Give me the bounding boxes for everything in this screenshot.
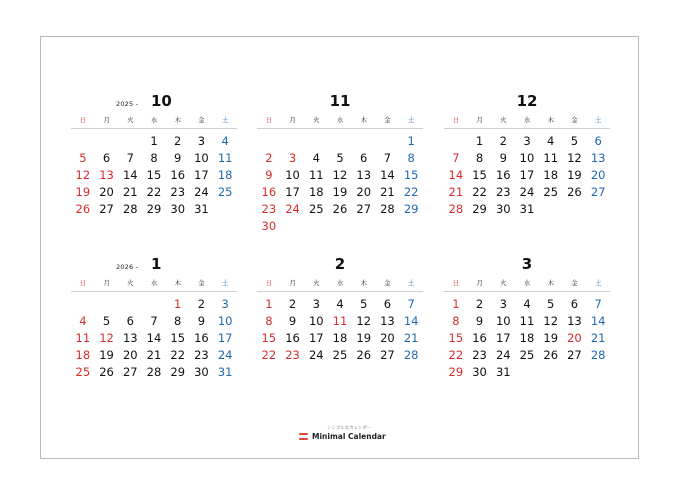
day-cell: 8 [174,314,182,328]
day-cell: 3 [288,151,297,165]
day-cell: 5 [547,297,555,311]
day-cell: 20 [380,331,395,345]
empty-cell [95,296,119,313]
day-cell: 22 [403,185,419,199]
weekday-header [257,278,423,292]
day-cell: 24 [308,348,324,362]
month-number: 11 [329,92,351,110]
day-cell: 30 [261,219,277,233]
day-cell: 5 [570,134,579,148]
day-cell: 26 [99,365,114,379]
weekday-label: 土 [407,279,415,287]
day-cell: 30 [194,365,209,379]
weekday-label: 木 [174,279,181,287]
day-grid [257,133,423,235]
day-cell: 25 [75,365,91,379]
day-cell: 4 [312,151,320,165]
day-cell: 29 [403,202,419,216]
day-cell: 6 [360,151,368,165]
day-cell: 16 [285,331,300,345]
day-cell: 4 [221,134,229,148]
empty-cell [71,296,95,313]
day-cell: 7 [126,151,134,165]
day-cell: 28 [122,202,138,216]
day-cell: 24 [217,348,233,362]
month-header [444,255,610,277]
day-cell: 30 [472,365,487,379]
day-cell: 2 [174,134,182,148]
day-cell: 19 [543,331,559,345]
day-cell: 31 [519,202,535,216]
day-cell: 26 [75,202,91,216]
day-cell: 28 [380,202,395,216]
weekday-label: 月 [476,116,483,124]
empty-cell [142,296,166,313]
weekday-label: 月 [289,279,296,287]
month-header [257,92,423,114]
day-cell: 27 [99,202,114,216]
month-block [257,92,423,235]
day-cell: 26 [567,185,582,199]
day-cell: 8 [265,314,273,328]
day-cell: 21 [590,331,606,345]
day-cell: 18 [75,348,91,362]
day-cell: 28 [590,348,606,362]
day-cell: 12 [75,168,91,182]
day-cell: 3 [499,297,507,311]
day-cell: 22 [261,348,277,362]
day-cell: 2 [288,297,297,311]
day-cell: 25 [543,185,559,199]
day-cell: 27 [122,365,138,379]
day-cell: 9 [475,314,484,328]
calendar-page [40,36,639,459]
weekday-label: 月 [103,279,110,287]
month-number: 1 [151,255,162,273]
day-cell: 13 [99,168,114,182]
day-cell: 12 [332,168,348,182]
empty-cell [281,133,305,150]
day-cell: 15 [448,331,464,345]
day-cell: 13 [567,314,582,328]
brand-logo [299,432,386,441]
day-cell: 16 [472,331,487,345]
weekday-label: 土 [407,116,415,124]
day-cell: 2 [265,151,273,165]
weekday-label: 日 [452,279,460,287]
day-cell: 11 [332,314,348,328]
weekday-label: 月 [476,279,483,287]
day-cell: 12 [356,314,372,328]
day-cell: 21 [448,185,464,199]
day-cell: 17 [217,331,233,345]
day-cell: 31 [495,365,511,379]
day-cell: 7 [150,314,158,328]
weekday-label: 土 [221,279,229,287]
day-cell: 4 [336,297,344,311]
weekday-label: 土 [221,116,229,124]
weekday-label: 水 [150,116,158,124]
day-cell: 29 [472,202,487,216]
empty-cell [95,133,119,150]
month-block [257,255,423,364]
day-cell: 12 [543,314,559,328]
empty-cell [118,296,142,313]
day-cell: 26 [543,348,559,362]
day-cell: 24 [194,185,209,199]
day-cell: 16 [194,331,209,345]
weekday-label: 日 [79,116,87,124]
weekday-label: 火 [500,279,507,287]
weekday-label: 水 [523,116,531,124]
day-cell: 7 [383,151,392,165]
month-header [444,92,610,114]
day-cell: 27 [567,348,582,362]
weekday-label: 木 [174,116,181,124]
weekday-label: 日 [452,116,460,124]
day-cell: 25 [519,348,535,362]
weekday-label: 木 [547,279,554,287]
weekday-label: 金 [571,116,578,124]
weekday-header [257,115,423,129]
day-cell: 22 [146,185,162,199]
day-cell: 17 [194,168,209,182]
day-cell: 11 [75,331,91,345]
day-cell: 20 [356,185,372,199]
day-cell: 5 [360,297,368,311]
day-cell: 20 [99,185,114,199]
weekday-label: 火 [127,279,134,287]
day-cell: 12 [99,331,114,345]
day-cell: 4 [523,297,531,311]
day-cell: 21 [146,348,162,362]
day-cell: 9 [288,314,297,328]
day-grid [71,133,237,218]
weekday-label: 土 [594,279,602,287]
calendar-logo-icon [299,433,308,441]
weekday-label: 金 [198,279,205,287]
weekday-label: 水 [523,279,531,287]
day-cell: 11 [519,314,535,328]
day-cell: 10 [519,151,535,165]
day-cell: 14 [448,168,464,182]
day-cell: 22 [448,348,464,362]
day-cell: 29 [146,202,162,216]
day-cell: 11 [308,168,324,182]
day-cell: 8 [150,151,158,165]
day-cell: 28 [448,202,464,216]
day-cell: 19 [75,185,91,199]
day-cell: 6 [383,297,392,311]
weekday-label: 火 [500,116,507,124]
day-cell: 12 [567,151,582,165]
year-label: 2025 - [116,100,139,108]
day-cell: 11 [217,151,233,165]
month-block [71,92,237,218]
day-cell: 10 [217,314,233,328]
weekday-label: 土 [594,116,602,124]
month-number: 3 [521,255,533,273]
day-cell: 23 [285,348,300,362]
day-grid [444,133,610,218]
day-cell: 15 [261,331,277,345]
weekday-label: 日 [265,279,273,287]
month-number: 12 [516,92,538,110]
day-cell: 17 [519,168,535,182]
day-cell: 1 [452,297,460,311]
empty-cell [257,133,281,150]
day-cell: 28 [403,348,419,362]
day-cell: 6 [594,134,602,148]
day-cell: 9 [265,168,273,182]
day-cell: 2 [499,134,507,148]
day-cell: 26 [332,202,348,216]
day-cell: 10 [285,168,300,182]
day-cell: 19 [332,185,348,199]
day-cell: 26 [356,348,372,362]
day-cell: 13 [380,314,395,328]
day-cell: 1 [150,134,158,148]
day-cell: 18 [332,331,348,345]
day-cell: 15 [146,168,162,182]
day-cell: 18 [217,168,233,182]
day-cell: 3 [197,134,206,148]
day-cell: 18 [543,168,559,182]
day-cell: 10 [495,314,511,328]
empty-cell [304,133,328,150]
day-cell: 24 [495,348,511,362]
day-cell: 9 [174,151,182,165]
day-cell: 15 [403,168,419,182]
day-cell: 31 [217,365,233,379]
weekday-label: 月 [289,116,296,124]
day-cell: 21 [380,185,395,199]
day-cell: 24 [519,185,535,199]
day-cell: 8 [475,151,484,165]
weekday-label: 金 [384,116,391,124]
weekday-header [444,115,610,129]
day-cell: 17 [308,331,324,345]
day-cell: 4 [547,134,555,148]
day-cell: 20 [567,331,582,345]
day-cell: 7 [594,297,602,311]
day-cell: 4 [79,314,87,328]
day-cell: 8 [452,314,460,328]
empty-cell [328,133,352,150]
day-cell: 16 [261,185,277,199]
day-cell: 25 [217,185,233,199]
empty-cell [71,133,95,150]
day-cell: 8 [407,151,415,165]
day-cell: 14 [590,314,606,328]
day-cell: 5 [102,314,111,328]
day-cell: 19 [567,168,582,182]
day-cell: 19 [356,331,372,345]
day-cell: 5 [336,151,344,165]
weekday-label: 水 [150,279,158,287]
day-cell: 18 [519,331,535,345]
day-cell: 30 [170,202,186,216]
month-number: 2 [334,255,346,273]
day-cell: 7 [407,297,415,311]
day-cell: 13 [590,151,606,165]
day-cell: 10 [194,151,209,165]
empty-cell [444,133,468,150]
day-cell: 27 [380,348,395,362]
day-cell: 2 [475,297,484,311]
day-cell: 3 [221,297,229,311]
month-block [444,255,610,381]
day-cell: 23 [261,202,277,216]
day-cell: 14 [146,331,162,345]
day-cell: 15 [472,168,487,182]
day-cell: 31 [194,202,209,216]
day-cell: 30 [495,202,511,216]
weekday-label: 木 [547,116,554,124]
weekday-header [71,278,237,292]
day-cell: 6 [126,314,134,328]
weekday-label: 水 [336,116,344,124]
weekday-label: 日 [79,279,87,287]
month-header [71,255,237,277]
weekday-header [71,115,237,129]
empty-cell [376,133,400,150]
day-cell: 2 [197,297,206,311]
weekday-label: 火 [127,116,134,124]
day-cell: 28 [146,365,162,379]
weekday-header [444,278,610,292]
day-cell: 1 [407,134,415,148]
empty-cell [352,133,376,150]
day-cell: 21 [122,185,138,199]
day-cell: 23 [194,348,209,362]
day-cell: 13 [356,168,372,182]
day-grid [257,296,423,364]
day-cell: 7 [452,151,460,165]
day-cell: 18 [308,185,324,199]
day-cell: 14 [122,168,138,182]
day-cell: 11 [543,151,559,165]
day-cell: 3 [523,134,531,148]
weekday-label: 木 [360,116,367,124]
day-cell: 16 [170,168,186,182]
day-cell: 9 [499,151,507,165]
day-cell: 27 [590,185,606,199]
day-cell: 24 [285,202,300,216]
day-cell: 16 [495,168,511,182]
day-cell: 19 [99,348,114,362]
day-cell: 13 [122,331,138,345]
month-number: 10 [151,92,172,110]
day-cell: 29 [170,365,186,379]
day-cell: 14 [380,168,395,182]
day-cell: 9 [197,314,206,328]
weekday-label: 金 [571,279,578,287]
day-cell: 23 [495,185,511,199]
day-cell: 14 [403,314,419,328]
day-cell: 25 [308,202,324,216]
month-header [257,255,423,277]
day-cell: 29 [448,365,464,379]
day-cell: 15 [170,331,186,345]
day-cell: 20 [590,168,606,182]
day-cell: 6 [102,151,111,165]
day-cell: 20 [122,348,138,362]
day-cell: 6 [570,297,579,311]
brand-name: Minimal Calendar [312,432,386,441]
day-cell: 5 [79,151,87,165]
year-label: 2026 - [116,263,139,271]
brand-subtitle: シンプルなカレンダー [327,426,372,431]
weekday-label: 月 [103,116,110,124]
day-cell: 23 [170,185,186,199]
day-cell: 17 [285,185,300,199]
day-grid [444,296,610,381]
day-cell: 1 [475,134,484,148]
day-cell: 1 [265,297,273,311]
day-cell: 22 [472,185,487,199]
weekday-label: 火 [313,279,320,287]
month-block [71,255,237,381]
day-cell: 3 [312,297,320,311]
day-cell: 1 [174,297,182,311]
day-cell: 27 [356,202,372,216]
weekday-label: 金 [384,279,391,287]
day-cell: 23 [472,348,487,362]
weekday-label: 木 [360,279,367,287]
day-cell: 25 [332,348,348,362]
month-header [71,92,237,114]
weekday-label: 日 [265,116,273,124]
day-cell: 10 [308,314,324,328]
day-cell: 21 [403,331,419,345]
day-cell: 17 [495,331,511,345]
weekday-label: 金 [198,116,205,124]
day-grid [71,296,237,381]
empty-cell [118,133,142,150]
month-block [444,92,610,218]
weekday-label: 水 [336,279,344,287]
day-cell: 22 [170,348,186,362]
weekday-label: 火 [313,116,320,124]
